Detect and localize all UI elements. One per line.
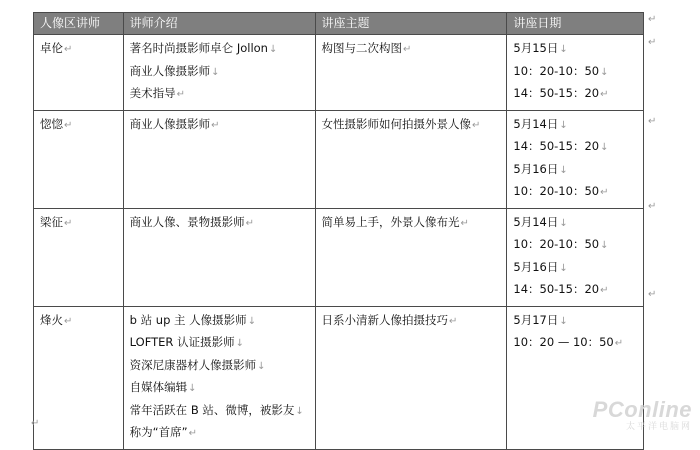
paragraph-mark: ↵ [211,119,220,131]
lecture-topic-cell[interactable] [315,35,507,111]
lecturer-name: 惚惚 [40,116,63,131]
paragraph-mark: ↵ [600,187,609,198]
line-break-mark: ↓ [559,315,568,327]
table-row [34,110,644,208]
date-text: 5月14日 [513,214,559,229]
paragraph-mark: ↵ [31,418,40,429]
lecturer-intro-cell[interactable] [123,306,315,449]
line-break-mark: ↓ [600,240,609,251]
table-row [34,35,644,111]
lecture-topic: 女性摄影师如何拍摄外景人像 [321,116,472,131]
intro-line [130,332,309,355]
lecture-topic: 简单易上手，外景人像布光 [321,214,460,229]
lecture-date-cell[interactable] [507,208,644,306]
line-break-mark: ↓ [211,66,220,78]
date-text: 14：50-15：20 [513,139,600,153]
header-intro[interactable]: 讲师介绍 [123,13,315,35]
line-break-mark: ↓ [559,217,568,229]
table-row [34,306,644,449]
end-of-row-mark: ↵ [648,201,657,212]
intro-text: 常年活跃在 B 站、微博，被影友 [129,402,295,417]
lecturer-name: 烽火 [40,312,63,327]
intro-line [130,310,309,333]
end-of-row-mark: ↵ [648,289,657,300]
intro-text: 商业人像摄影师 [129,116,211,131]
intro-text: 美术指导 [129,86,176,100]
date-text: 10：20-10：50 [513,237,600,251]
lecturer-name-cell[interactable] [34,110,124,208]
line-break-mark: ↓ [559,119,568,131]
date-line [513,181,637,204]
intro-text: 称为“首席” [129,425,188,439]
table-row [34,208,644,306]
date-line [513,38,637,61]
lecture-date-cell[interactable] [507,35,644,111]
header-date[interactable]: 讲座日期 [507,13,644,35]
paragraph-mark: ↵ [600,89,609,100]
paragraph-mark: ↵ [449,315,458,327]
date-text: 10：20-10：50 [513,184,600,198]
date-line [513,212,637,235]
intro-text: 著名时尚摄影师卓仑 Jollon [129,41,268,55]
date-text: 10：20 — 10：50 [513,335,614,349]
line-break-mark: ↓ [559,262,568,274]
line-break-mark: ↓ [268,44,278,55]
date-line [513,136,637,159]
paragraph-mark: ↵ [245,217,255,229]
date-line [513,234,637,257]
intro-line [130,400,309,423]
lecture-topic-cell[interactable] [315,208,507,306]
lecturer-intro-cell[interactable] [123,208,315,306]
header-lecturer[interactable]: 人像区讲师 [34,13,124,35]
paragraph-mark: ↵ [188,428,197,439]
end-of-row-mark: ↵ [648,14,657,25]
line-break-mark: ↓ [295,405,304,417]
pconline-watermark [593,399,692,431]
intro-line [130,83,309,106]
lecturer-name-cell[interactable] [34,35,124,111]
line-break-mark: ↓ [559,164,568,176]
intro-line [130,61,309,84]
paragraph-mark: ↵ [460,217,469,229]
intro-line [130,422,309,445]
line-break-mark: ↓ [600,142,609,153]
date-text: 5月16日 [513,161,559,176]
date-text: 10：20-10：50 [513,63,600,78]
lecturer-name: 卓伦 [40,41,63,55]
date-text: 5月14日 [513,116,559,131]
line-break-mark: ↓ [247,315,257,327]
paragraph-mark: ↵ [472,119,481,131]
intro-text: b 站 up 主 人像摄影师 [129,312,247,327]
line-break-mark: ↓ [257,360,266,372]
intro-line [130,377,309,400]
intro-text: 资深尼康器材人像摄影师 [129,357,257,372]
date-line [513,279,637,302]
date-text: 5月15日 [513,41,559,55]
paragraph-mark: ↵ [403,44,412,55]
date-text: 5月17日 [513,312,559,327]
line-break-mark: ↓ [235,338,244,349]
paragraph-mark: ↵ [176,89,186,100]
lecture-topic-cell[interactable] [315,306,507,449]
date-line [513,159,637,182]
intro-line [130,212,309,235]
end-of-row-mark: ↵ [648,116,657,127]
paragraph-mark: ↵ [64,44,73,55]
watermark-subtitle: 太平洋电脑网 [625,421,692,431]
date-text: 14：50-15：20 [513,282,600,296]
line-break-mark: ↓ [188,383,197,394]
intro-text: 商业人像摄影师 [129,63,211,78]
intro-text: 商业人像、景物摄影师 [129,214,245,229]
date-line [513,332,637,355]
table-header-row [34,13,644,35]
watermark-logo: PConline [592,397,692,422]
lecturer-name-cell[interactable] [34,306,124,449]
lecturer-table [33,12,644,450]
header-topic[interactable]: 讲座主题 [315,13,507,35]
intro-text: 自媒体编辑 [129,380,188,394]
paragraph-mark: ↵ [614,338,624,349]
intro-text: LOFTER 认证摄影师 [129,335,235,349]
lecturer-name: 梁征 [40,214,63,229]
date-line [513,114,637,137]
intro-line [130,38,309,61]
date-line [513,83,637,106]
paragraph-mark: ↵ [64,119,73,131]
lecture-topic: 构图与二次构图 [321,41,403,55]
paragraph-mark: ↵ [64,217,73,229]
date-line [513,257,637,280]
lecturer-intro-cell[interactable] [123,35,315,111]
paragraph-mark: ↵ [600,285,609,296]
line-break-mark: ↓ [559,44,568,55]
paragraph-mark: ↵ [64,315,73,327]
intro-line [130,114,309,137]
date-line [513,310,637,333]
lecture-topic-cell[interactable] [315,110,507,208]
date-line [513,61,637,84]
intro-line [130,355,309,378]
lecture-topic: 日系小清新人像拍摄技巧 [321,312,449,327]
lecturer-intro-cell[interactable] [123,110,315,208]
date-text: 5月16日 [513,259,559,274]
date-text: 14：50-15：20 [513,86,600,100]
lecturer-name-cell[interactable] [34,208,124,306]
lecture-date-cell[interactable] [507,110,644,208]
line-break-mark: ↓ [600,66,609,78]
end-of-row-mark: ↵ [648,37,657,48]
